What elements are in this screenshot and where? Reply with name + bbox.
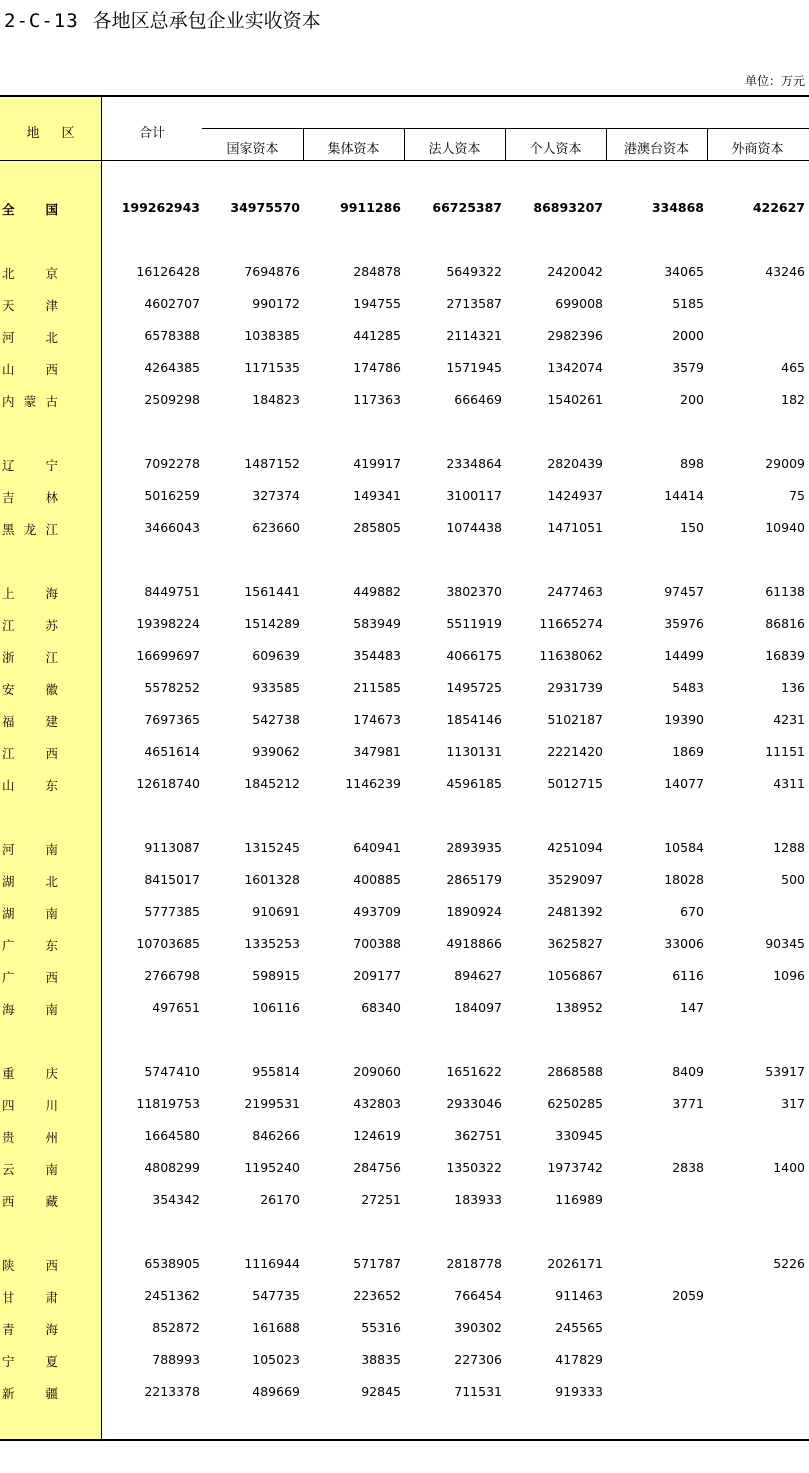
cell-value: 16126428 xyxy=(136,264,200,279)
cell-value: 1571945 xyxy=(446,360,502,375)
cell-value: 29009 xyxy=(765,456,805,471)
cell-value: 147 xyxy=(680,1000,704,1015)
subheader-separator xyxy=(404,128,405,160)
table-row xyxy=(0,1192,809,1212)
cell-value: 1096 xyxy=(773,968,805,983)
cell-value: 209060 xyxy=(353,1064,401,1079)
cell-value: 1171535 xyxy=(244,360,300,375)
cell-value: 6250285 xyxy=(547,1096,603,1111)
cell-value: 10584 xyxy=(664,840,704,855)
cell-value: 542738 xyxy=(252,712,300,727)
cell-value: 14414 xyxy=(664,488,704,503)
cell-value: 33006 xyxy=(664,936,704,951)
cell-value: 5649322 xyxy=(446,264,502,279)
table-row xyxy=(0,616,809,636)
table-row xyxy=(0,904,809,924)
table-row xyxy=(0,488,809,508)
cell-value: 3529097 xyxy=(547,872,603,887)
cell-value: 7694876 xyxy=(244,264,300,279)
table-row xyxy=(0,968,809,988)
cell-value: 4264385 xyxy=(144,360,200,375)
table-row xyxy=(0,1096,809,1116)
table-row xyxy=(0,1320,809,1340)
cell-value: 911463 xyxy=(555,1288,603,1303)
table-row xyxy=(0,1064,809,1084)
table-code: 2-C-13 xyxy=(4,10,79,32)
table-top-rule xyxy=(0,95,809,97)
cell-value: 623660 xyxy=(252,520,300,535)
cell-value: 184823 xyxy=(252,392,300,407)
cell-value: 2838 xyxy=(672,1160,704,1175)
region-name: 广 东 xyxy=(2,938,58,953)
cell-value: 5483 xyxy=(672,680,704,695)
cell-value: 27251 xyxy=(361,1192,401,1207)
cell-value: 150 xyxy=(680,520,704,535)
cell-value: 8409 xyxy=(672,1064,704,1079)
cell-value: 2420042 xyxy=(547,264,603,279)
cell-value: 1854146 xyxy=(446,712,502,727)
cell-value: 4918866 xyxy=(446,936,502,951)
cell-value: 2451362 xyxy=(144,1288,200,1303)
cell-value: 18028 xyxy=(664,872,704,887)
cell-value: 2931739 xyxy=(547,680,603,695)
cell-value: 1056867 xyxy=(547,968,603,983)
cell-value: 3466043 xyxy=(144,520,200,535)
region-name: 北 京 xyxy=(2,266,58,281)
cell-value: 2221420 xyxy=(547,744,603,759)
table-row xyxy=(0,1000,809,1020)
cell-value: 227306 xyxy=(454,1352,502,1367)
cell-value: 919333 xyxy=(555,1384,603,1399)
unit-label: 单位：万元 xyxy=(744,74,805,88)
cell-value: 183933 xyxy=(454,1192,502,1207)
cell-value: 2213378 xyxy=(144,1384,200,1399)
region-name: 吉 林 xyxy=(2,490,58,505)
table-row xyxy=(0,872,809,892)
cell-value: 149341 xyxy=(353,488,401,503)
cell-value: 493709 xyxy=(353,904,401,919)
cell-value: 465 xyxy=(781,360,805,375)
cell-value: 489669 xyxy=(252,1384,300,1399)
table-row xyxy=(0,392,809,412)
region-name: 宁 夏 xyxy=(2,1354,58,1369)
subheader-6: 外商资本 xyxy=(731,142,784,157)
table-row xyxy=(0,744,809,764)
cell-value: 3100117 xyxy=(446,488,502,503)
region-name: 河 南 xyxy=(2,842,58,857)
cell-value: 4231 xyxy=(773,712,805,727)
cell-value: 8415017 xyxy=(144,872,200,887)
region-name: 青 海 xyxy=(2,1322,58,1337)
cell-value: 1869 xyxy=(672,744,704,759)
cell-value: 61138 xyxy=(765,584,805,599)
cell-value: 846266 xyxy=(252,1128,300,1143)
table-row xyxy=(0,520,809,540)
subheader-5: 港澳台资本 xyxy=(623,142,689,157)
cell-value: 1471051 xyxy=(547,520,603,535)
cell-value: 53917 xyxy=(765,1064,805,1079)
cell-value: 75 xyxy=(789,488,805,503)
cell-value: 19390 xyxy=(664,712,704,727)
region-name: 湖 南 xyxy=(2,906,58,921)
cell-value: 19398224 xyxy=(136,616,200,631)
cell-value: 5016259 xyxy=(144,488,200,503)
cell-value: 284756 xyxy=(353,1160,401,1175)
cell-value: 26170 xyxy=(260,1192,300,1207)
region-name: 辽 宁 xyxy=(2,458,58,473)
region-name: 海 南 xyxy=(2,1002,58,1017)
table-row xyxy=(0,328,809,348)
table-row xyxy=(0,360,809,380)
table-row xyxy=(0,712,809,732)
table-row xyxy=(0,1128,809,1148)
cell-value: 2477463 xyxy=(547,584,603,599)
subheader-separator xyxy=(505,128,506,160)
cell-value: 106116 xyxy=(252,1000,300,1015)
table-row xyxy=(0,776,809,796)
table-row xyxy=(0,1352,809,1372)
cell-value: 1601328 xyxy=(244,872,300,887)
cell-value: 14077 xyxy=(664,776,704,791)
cell-value: 497651 xyxy=(152,1000,200,1015)
cell-value: 1195240 xyxy=(244,1160,300,1175)
cell-value: 898 xyxy=(680,456,704,471)
cell-value: 199262943 xyxy=(121,200,200,215)
cell-value: 933585 xyxy=(252,680,300,695)
cell-value: 2713587 xyxy=(446,296,502,311)
cell-value: 1890924 xyxy=(446,904,502,919)
region-name: 山 西 xyxy=(2,362,58,377)
cell-value: 97457 xyxy=(664,584,704,599)
cell-value: 547735 xyxy=(252,1288,300,1303)
cell-value: 92845 xyxy=(361,1384,401,1399)
table-row xyxy=(0,1288,809,1308)
cell-value: 583949 xyxy=(353,616,401,631)
cell-value: 1561441 xyxy=(244,584,300,599)
table-row xyxy=(0,840,809,860)
cell-value: 211585 xyxy=(353,680,401,695)
region-name: 湖 北 xyxy=(2,874,58,889)
cell-value: 1146239 xyxy=(345,776,401,791)
cell-value: 3625827 xyxy=(547,936,603,951)
cell-value: 161688 xyxy=(252,1320,300,1335)
cell-value: 5012715 xyxy=(547,776,603,791)
cell-value: 700388 xyxy=(353,936,401,951)
region-name: 四 川 xyxy=(2,1098,58,1113)
cell-value: 43246 xyxy=(765,264,805,279)
cell-value: 354342 xyxy=(152,1192,200,1207)
cell-value: 788993 xyxy=(152,1352,200,1367)
cell-value: 317 xyxy=(781,1096,805,1111)
cell-value: 2059 xyxy=(672,1288,704,1303)
cell-value: 105023 xyxy=(252,1352,300,1367)
cell-value: 1514289 xyxy=(244,616,300,631)
cell-value: 55316 xyxy=(361,1320,401,1335)
cell-value: 1038385 xyxy=(244,328,300,343)
region-name: 上 海 xyxy=(2,586,58,601)
cell-value: 6116 xyxy=(672,968,704,983)
cell-value: 2766798 xyxy=(144,968,200,983)
cell-value: 6538905 xyxy=(144,1256,200,1271)
cell-value: 11665274 xyxy=(539,616,603,631)
table-row xyxy=(0,584,809,604)
cell-value: 955814 xyxy=(252,1064,300,1079)
cell-value: 4251094 xyxy=(547,840,603,855)
table-row xyxy=(0,200,809,220)
cell-value: 666469 xyxy=(454,392,502,407)
cell-value: 2820439 xyxy=(547,456,603,471)
cell-value: 14499 xyxy=(664,648,704,663)
region-name: 全 国 xyxy=(2,202,58,217)
cell-value: 10940 xyxy=(765,520,805,535)
cell-value: 4311 xyxy=(773,776,805,791)
cell-value: 117363 xyxy=(353,392,401,407)
cell-value: 7697365 xyxy=(144,712,200,727)
cell-value: 640941 xyxy=(353,840,401,855)
cell-value: 417829 xyxy=(555,1352,603,1367)
region-name: 西 藏 xyxy=(2,1194,58,1209)
subheader-2: 集体资本 xyxy=(327,142,380,157)
cell-value: 1350322 xyxy=(446,1160,502,1175)
region-name: 黑 龙 江 xyxy=(2,522,58,537)
cell-value: 35976 xyxy=(664,616,704,631)
cell-value: 223652 xyxy=(353,1288,401,1303)
cell-value: 1074438 xyxy=(446,520,502,535)
cell-value: 6578388 xyxy=(144,328,200,343)
cell-value: 362751 xyxy=(454,1128,502,1143)
table-row xyxy=(0,936,809,956)
cell-value: 9911286 xyxy=(340,200,401,215)
cell-value: 86893207 xyxy=(533,200,603,215)
cell-value: 334868 xyxy=(651,200,704,215)
cell-value: 1116944 xyxy=(244,1256,300,1271)
cell-value: 4596185 xyxy=(446,776,502,791)
cell-value: 4066175 xyxy=(446,648,502,663)
cell-value: 500 xyxy=(781,872,805,887)
table-row xyxy=(0,680,809,700)
subheader-separator xyxy=(707,128,708,160)
cell-value: 2334864 xyxy=(446,456,502,471)
cell-value: 86816 xyxy=(765,616,805,631)
cell-value: 354483 xyxy=(353,648,401,663)
cell-value: 1495725 xyxy=(446,680,502,695)
subheader-separator xyxy=(303,128,304,160)
region-name: 福 建 xyxy=(2,714,58,729)
cell-value: 200 xyxy=(680,392,704,407)
cell-value: 1973742 xyxy=(547,1160,603,1175)
region-name: 江 苏 xyxy=(2,618,58,633)
cell-value: 347981 xyxy=(353,744,401,759)
cell-value: 2818778 xyxy=(446,1256,502,1271)
cell-value: 1288 xyxy=(773,840,805,855)
cell-value: 1335253 xyxy=(244,936,300,951)
region-name: 甘 肃 xyxy=(2,1290,58,1305)
cell-value: 5578252 xyxy=(144,680,200,695)
cell-value: 1342074 xyxy=(547,360,603,375)
cell-value: 3802370 xyxy=(446,584,502,599)
cell-value: 9113087 xyxy=(144,840,200,855)
cell-value: 327374 xyxy=(252,488,300,503)
cell-value: 68340 xyxy=(361,1000,401,1015)
cell-value: 3771 xyxy=(672,1096,704,1111)
header-separator xyxy=(0,160,809,161)
cell-value: 2026171 xyxy=(547,1256,603,1271)
cell-value: 245565 xyxy=(555,1320,603,1335)
cell-value: 1400 xyxy=(773,1160,805,1175)
cell-value: 5747410 xyxy=(144,1064,200,1079)
cell-value: 598915 xyxy=(252,968,300,983)
cell-value: 5226 xyxy=(773,1256,805,1271)
cell-value: 330945 xyxy=(555,1128,603,1143)
cell-value: 939062 xyxy=(252,744,300,759)
cell-value: 136 xyxy=(781,680,805,695)
cell-value: 2933046 xyxy=(446,1096,502,1111)
cell-value: 284878 xyxy=(353,264,401,279)
cell-value: 4602707 xyxy=(144,296,200,311)
cell-value: 4651614 xyxy=(144,744,200,759)
cell-value: 1540261 xyxy=(547,392,603,407)
cell-value: 2000 xyxy=(672,328,704,343)
cell-value: 1424937 xyxy=(547,488,603,503)
subheader-4: 个人资本 xyxy=(529,142,582,157)
table-row xyxy=(0,1160,809,1180)
cell-value: 2509298 xyxy=(144,392,200,407)
cell-value: 699008 xyxy=(555,296,603,311)
cell-value: 2199531 xyxy=(244,1096,300,1111)
region-name: 陕 西 xyxy=(2,1258,58,1273)
region-name: 山 东 xyxy=(2,778,58,793)
cell-value: 11151 xyxy=(765,744,805,759)
cell-value: 7092278 xyxy=(144,456,200,471)
cell-value: 766454 xyxy=(454,1288,502,1303)
cell-value: 711531 xyxy=(454,1384,502,1399)
table-bottom-rule xyxy=(0,1439,809,1441)
cell-value: 194755 xyxy=(353,296,401,311)
region-name: 重 庆 xyxy=(2,1066,58,1081)
region-name: 广 西 xyxy=(2,970,58,985)
cell-value: 3579 xyxy=(672,360,704,375)
region-name: 新 疆 xyxy=(2,1386,58,1401)
cell-value: 422627 xyxy=(752,200,805,215)
region-name: 内 蒙 古 xyxy=(2,394,58,409)
cell-value: 34065 xyxy=(664,264,704,279)
cell-value: 16839 xyxy=(765,648,805,663)
cell-value: 174786 xyxy=(353,360,401,375)
cell-value: 1651622 xyxy=(446,1064,502,1079)
cell-value: 419917 xyxy=(353,456,401,471)
cell-value: 894627 xyxy=(454,968,502,983)
table-row xyxy=(0,1384,809,1404)
cell-value: 432803 xyxy=(353,1096,401,1111)
region-name: 安 徽 xyxy=(2,682,58,697)
cell-value: 209177 xyxy=(353,968,401,983)
header-region: 地区 xyxy=(26,126,97,141)
region-name: 云 南 xyxy=(2,1162,58,1177)
cell-value: 1487152 xyxy=(244,456,300,471)
cell-value: 285805 xyxy=(353,520,401,535)
cell-value: 5185 xyxy=(672,296,704,311)
region-name: 天 津 xyxy=(2,298,58,313)
cell-value: 2868588 xyxy=(547,1064,603,1079)
table-row xyxy=(0,1256,809,1276)
cell-value: 670 xyxy=(680,904,704,919)
cell-value: 2481392 xyxy=(547,904,603,919)
cell-value: 66725387 xyxy=(432,200,502,215)
cell-value: 174673 xyxy=(353,712,401,727)
cell-value: 34975570 xyxy=(230,200,300,215)
cell-value: 1130131 xyxy=(446,744,502,759)
subheader-3: 法人资本 xyxy=(428,142,481,157)
cell-value: 400885 xyxy=(353,872,401,887)
page-title xyxy=(4,6,321,33)
cell-value: 852872 xyxy=(152,1320,200,1335)
region-name: 江 西 xyxy=(2,746,58,761)
region-name: 浙 江 xyxy=(2,650,58,665)
cell-value: 5777385 xyxy=(144,904,200,919)
cell-value: 184097 xyxy=(454,1000,502,1015)
table-title: 各地区总承包企业实收资本 xyxy=(92,10,321,32)
cell-value: 90345 xyxy=(765,936,805,951)
cell-value: 8449751 xyxy=(144,584,200,599)
region-name: 河 北 xyxy=(2,330,58,345)
cell-value: 12618740 xyxy=(136,776,200,791)
cell-value: 449882 xyxy=(353,584,401,599)
table-row xyxy=(0,456,809,476)
cell-value: 2893935 xyxy=(446,840,502,855)
subheader-separator xyxy=(606,128,607,160)
cell-value: 2865179 xyxy=(446,872,502,887)
cell-value: 11638062 xyxy=(539,648,603,663)
cell-value: 609639 xyxy=(252,648,300,663)
cell-value: 2982396 xyxy=(547,328,603,343)
cell-value: 441285 xyxy=(353,328,401,343)
cell-value: 11819753 xyxy=(136,1096,200,1111)
cell-value: 990172 xyxy=(252,296,300,311)
cell-value: 1315245 xyxy=(244,840,300,855)
table-row xyxy=(0,648,809,668)
cell-value: 38835 xyxy=(361,1352,401,1367)
cell-value: 4808299 xyxy=(144,1160,200,1175)
cell-value: 571787 xyxy=(353,1256,401,1271)
subheader-1: 国家资本 xyxy=(226,142,279,157)
cell-value: 5511919 xyxy=(446,616,502,631)
cell-value: 16699697 xyxy=(136,648,200,663)
cell-value: 2114321 xyxy=(446,328,502,343)
cell-value: 1845212 xyxy=(244,776,300,791)
header-total: 合计 xyxy=(138,126,165,141)
cell-value: 124619 xyxy=(353,1128,401,1143)
cell-value: 910691 xyxy=(252,904,300,919)
region-name: 贵 州 xyxy=(2,1130,58,1145)
cell-value: 5102187 xyxy=(547,712,603,727)
table-row xyxy=(0,264,809,284)
cell-value: 182 xyxy=(781,392,805,407)
cell-value: 138952 xyxy=(555,1000,603,1015)
cell-value: 116989 xyxy=(555,1192,603,1207)
table-row xyxy=(0,296,809,316)
cell-value: 1664580 xyxy=(144,1128,200,1143)
cell-value: 10703685 xyxy=(136,936,200,951)
cell-value: 390302 xyxy=(454,1320,502,1335)
